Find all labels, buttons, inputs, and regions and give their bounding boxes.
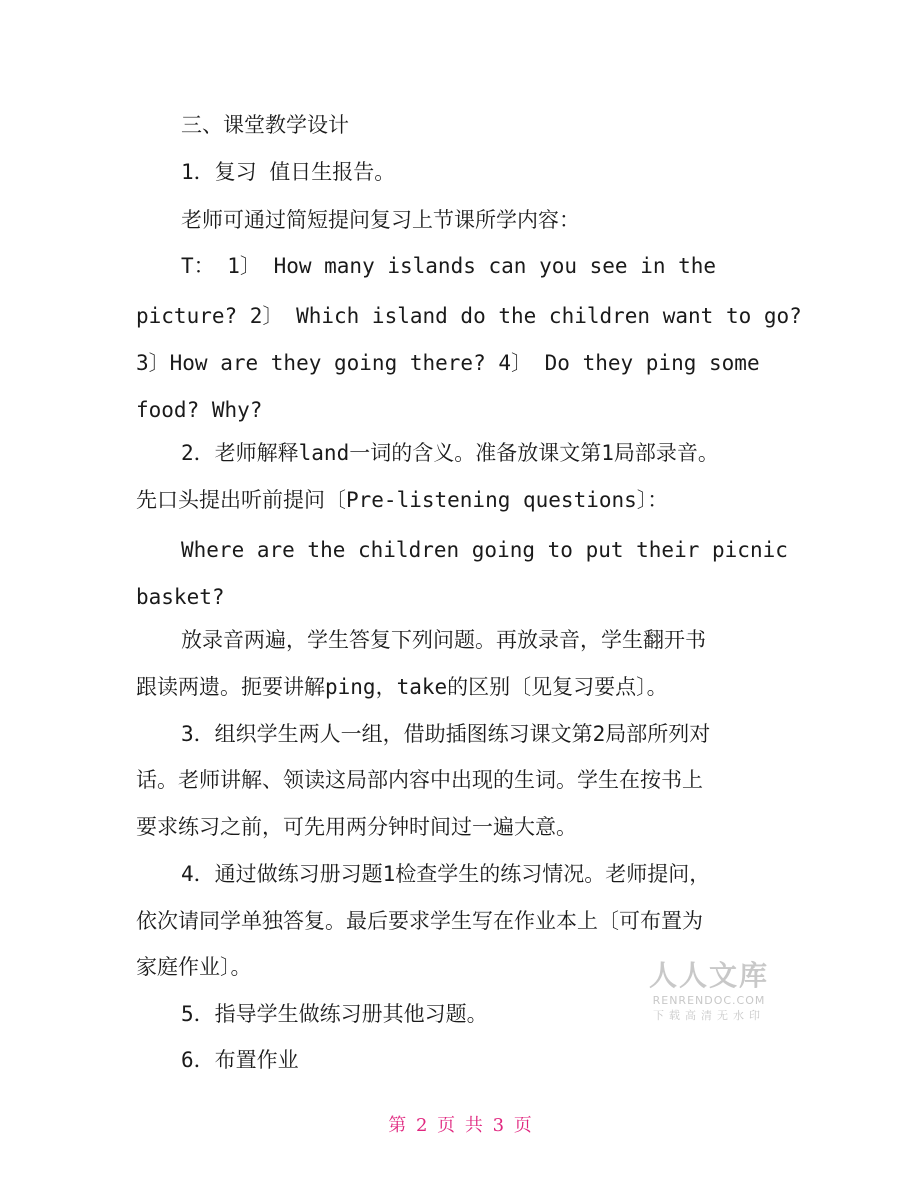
watermark-tagline: 下载高清无水印 <box>653 1009 765 1022</box>
step-3: 3．组织学生两人一组，借助插图练习课文第2局部所列对 <box>181 722 711 746</box>
step-4: 4．通过做练习册习题1检查学生的练习情况。老师提问， <box>181 862 711 886</box>
question-line: food? Why? <box>136 398 263 422</box>
watermark-title: 人人文库 <box>648 959 769 992</box>
step-1: 1．复习 值日生报告。 <box>181 160 396 184</box>
section-heading: 三、课堂教学设计 <box>181 113 349 137</box>
step-5: 5．指导学生做练习册其他习题。 <box>181 1002 488 1026</box>
question-line: picture? 2〕 Which island do the children want to go? <box>136 304 802 328</box>
paragraph-line: 老师可通过简短提问复习上节课所学内容： <box>181 208 580 232</box>
question-line: T： 1〕 How many islands can you see in the <box>181 254 717 278</box>
watermark-url: RENRENDOC.COM <box>652 994 766 1007</box>
paragraph-line: 先口头提出听前提问〔Pre-listening questions〕： <box>136 488 669 512</box>
paragraph-line: 依次请同学单独答复。最后要求学生写在作业本上〔可布置为 <box>136 909 703 933</box>
question-line: Where are the children going to put their picnic <box>181 538 788 562</box>
paragraph-line: 话。老师讲解、领读这局部内容中出现的生词。学生在按书上 <box>136 768 703 792</box>
page-footer: 第 2 页 共 3 页 <box>388 1115 532 1136</box>
paragraph-line: 跟读两遗。扼要讲解ping，take的区别〔见复习要点〕。 <box>136 675 668 699</box>
watermark-logo <box>646 958 772 1024</box>
paragraph-line: 放录音两遍，学生答复下列问题。再放录音，学生翻开书 <box>181 628 706 652</box>
question-line: 3〕How are they going there? 4〕 Do they ping some <box>136 351 760 375</box>
step-2: 2．老师解释land一词的含义。准备放课文第1局部录音。 <box>181 441 719 465</box>
paragraph-line: 家庭作业〕。 <box>136 955 252 979</box>
paragraph-line: 要求练习之前，可先用两分钟时间过一遍大意。 <box>136 815 577 839</box>
question-line: basket? <box>136 585 225 609</box>
step-6: 6．布置作业 <box>181 1048 299 1072</box>
